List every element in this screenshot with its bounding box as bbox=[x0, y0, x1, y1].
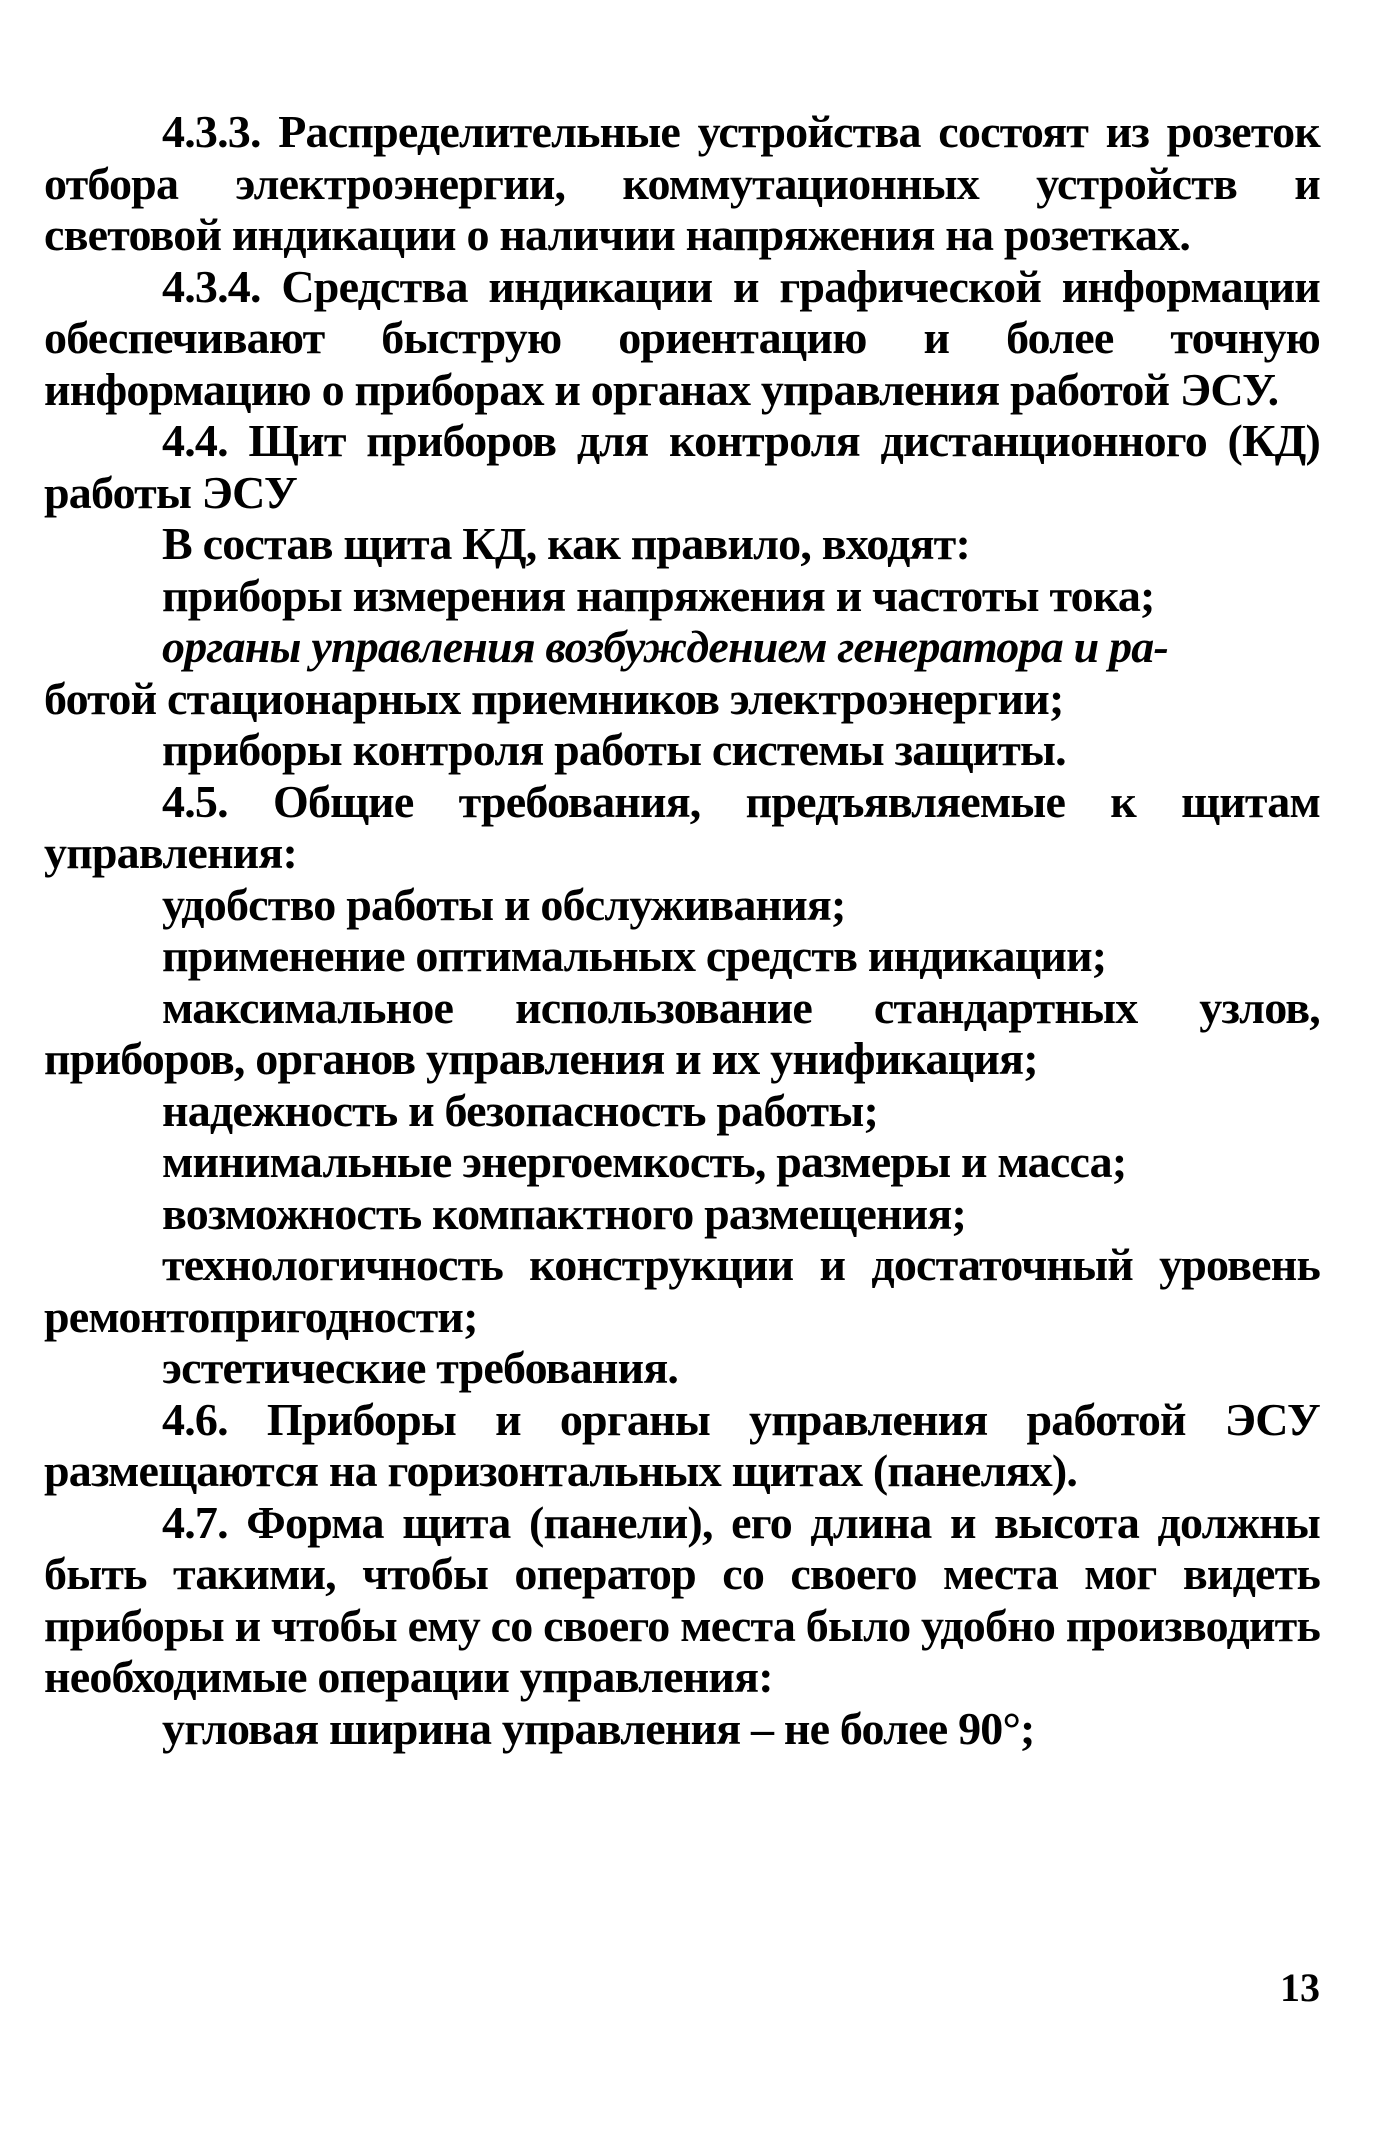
paragraph-4-3-3: 4.3.3. Распределительные устройства состоят из розеток отбора электроэнергии, коммутационных устройств и световой индикации о наличии напряжения на розетках. bbox=[44, 106, 1320, 260]
list-item: удобство работы и обслуживания; bbox=[162, 878, 846, 930]
paragraph-4-5: 4.5. Общие требования, предъявляемые к щитам управления: bbox=[44, 775, 1320, 878]
paragraph-4-6: 4.6. Приборы и органы управления работой ЭСУ размещаются на горизонтальных щитах (панелях). bbox=[44, 1393, 1320, 1496]
list-item: эстетические требования. bbox=[162, 1342, 679, 1393]
body-text bbox=[44, 106, 1320, 1754]
page-number: 13 bbox=[1280, 1965, 1320, 2010]
list-item: применение оптимальных средств индикации; bbox=[162, 930, 1107, 981]
list-item: приборы измерения напряжения и частоты тока; bbox=[162, 569, 1155, 621]
paragraph-4-4: 4.4. Щит приборов для контроля дистанционного (КД) работы ЭСУ bbox=[44, 415, 1320, 518]
italic-text: органы управления возбуждением генератора и ра- bbox=[162, 621, 1169, 672]
list-item: приборы контроля работы системы защиты. bbox=[162, 724, 1066, 775]
list-item-continuation: ботой стационарных приемников электроэнергии; bbox=[44, 672, 1064, 724]
list-item: угловая ширина управления – не более 90°; bbox=[162, 1702, 1035, 1754]
list-item: максимальное использование стандартных узлов, приборов, органов управления и их унификация; bbox=[44, 981, 1320, 1084]
list-item: технологичность конструкции и достаточный уровень ремонтопригодности; bbox=[44, 1239, 1320, 1342]
list-item: минимальные энергоемкость, размеры и масса; bbox=[162, 1136, 1127, 1187]
list-item-italic bbox=[44, 621, 1320, 673]
paragraph-4-7: 4.7. Форма щита (панели), его длина и высота должны быть такими, чтобы оператор со своего места мог видеть приборы и чтобы ему со своего места было удобно производить необходимые операции управления: bbox=[44, 1496, 1320, 1702]
list-intro-4-4: В состав щита КД, как правило, входят: bbox=[162, 518, 970, 569]
list-item: надежность и безопасность работы; bbox=[162, 1084, 878, 1136]
paragraph-4-3-4: 4.3.4. Средства индикации и графической информации обеспечивают быструю ориентацию и более точную информацию о приборах и органах управления работой ЭСУ. bbox=[44, 260, 1320, 415]
list-item: возможность компактного размещения; bbox=[162, 1187, 966, 1239]
